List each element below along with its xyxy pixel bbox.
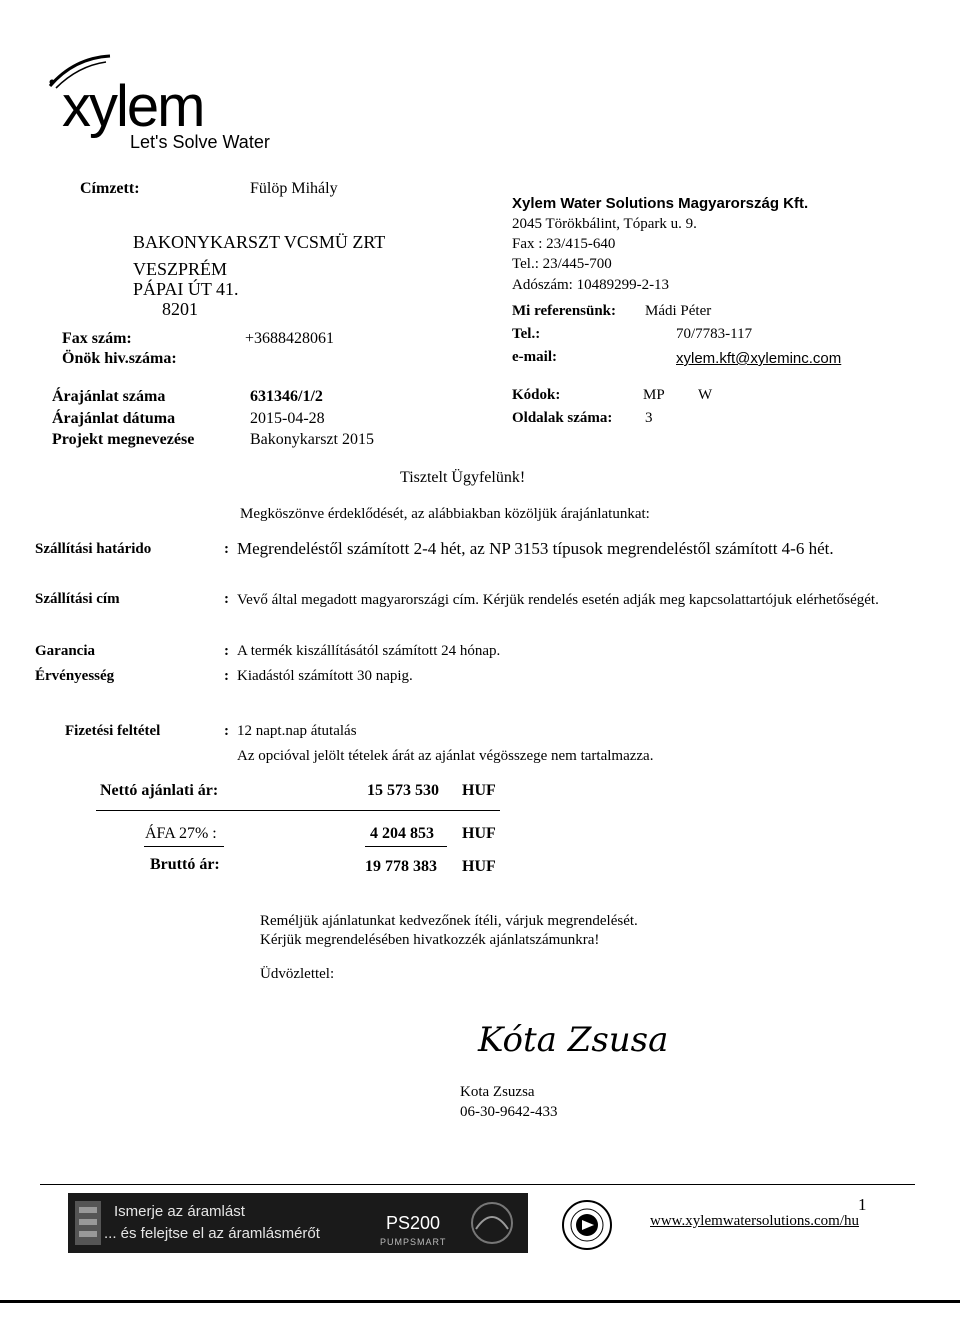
bottom-border xyxy=(0,1300,960,1303)
footer-banner xyxy=(68,1193,528,1253)
recipient-company: BAKONYKARSZT VCSMÜ ZRT xyxy=(133,232,386,252)
closing-line-1: Reméljük ajánlatunkat kedvezőnek ítéli, várjuk megrendelését. xyxy=(260,913,638,929)
sender-address: 2045 Törökbálint, Tópark u. 9. xyxy=(512,216,697,232)
pump-icon xyxy=(72,1197,106,1249)
project-label: Projekt megnevezése xyxy=(52,431,195,448)
payment-note: Az opcióval jelölt tételek árát az ajánlat végösszege nem tartalmazza. xyxy=(237,748,654,764)
term-label: Szállítási cím xyxy=(35,591,120,607)
banner-line-2: ... és felejtse el az áramlásmérőt xyxy=(104,1225,320,1242)
net-price-value: 15 573 530 xyxy=(367,782,439,799)
quote-date: 2015-04-28 xyxy=(250,410,325,427)
term-value: Kiadástól számított 30 napig. xyxy=(237,668,413,684)
term-label: Garancia xyxy=(35,643,95,659)
logo-wordmark: xylem xyxy=(62,74,204,139)
intro-text: Megköszönve érdeklődését, az alábbiakban közöljük árajánlatunkat: xyxy=(240,506,650,522)
code-1: MP xyxy=(643,387,665,403)
closing-line-2: Kérjük megrendelésében hivatkozzék ajánlatszámunkra! xyxy=(260,932,600,948)
totals-divider xyxy=(96,810,500,811)
project-name: Bakonykarszt 2015 xyxy=(250,431,374,448)
recipient-zip: 8201 xyxy=(162,299,198,319)
salutation: Üdvözlettel: xyxy=(260,966,335,982)
payment-label: Fizetési feltétel xyxy=(65,723,161,739)
banner-line-1: Ismerje az áramlást xyxy=(114,1203,245,1220)
handwritten-signature: Kóta Zsusa xyxy=(478,1020,669,1060)
term-colon: : xyxy=(224,668,229,684)
term-label: Szállítási határido xyxy=(35,541,152,557)
recipient-street: PÁPAI ÚT 41. xyxy=(133,279,239,299)
sender-tel2: 70/7783-117 xyxy=(676,326,753,342)
sender-fax: Fax : 23/415-640 xyxy=(512,236,616,252)
net-price-label: Nettó ajánlati ár: xyxy=(100,782,219,799)
quote-number: 631346/1/2 xyxy=(250,388,323,405)
term-value: A termék kiszállításától számított 24 hónap. xyxy=(237,643,501,659)
sender-company: Xylem Water Solutions Magyarország Kft. xyxy=(512,195,809,212)
recipient-city: VESZPRÉM xyxy=(133,259,228,279)
logo-tagline: Let's Solve Water xyxy=(130,132,270,152)
quote-number-label: Árajánlat száma xyxy=(52,388,166,405)
vat-value-underline xyxy=(365,846,447,847)
footer-divider xyxy=(40,1184,915,1185)
term-value: Vevő által megadott magyarországi cím. Kérjük rendelés esetén adják meg kapcsolattartójuk elérhetőségét. xyxy=(237,592,879,608)
signer-name: Kota Zsuzsa xyxy=(460,1084,535,1100)
term-colon: : xyxy=(224,643,229,659)
your-ref-label: Önök hiv.száma: xyxy=(62,350,177,367)
signer-phone: 06-30-9642-433 xyxy=(460,1104,558,1120)
our-ref: Mádi Péter xyxy=(645,303,712,319)
email-link[interactable]: xylem.kft@xyleminc.com xyxy=(676,350,842,367)
sender-tel: Tel.: 23/445-700 xyxy=(512,256,612,272)
our-ref-label: Mi referensünk: xyxy=(512,303,617,319)
recipient-person: Fülöp Mihály xyxy=(250,180,338,197)
term-value: Megrendeléstől számított 2-4 hét, az NP 3153 típusok megrendeléstől számított 4-6 hét. xyxy=(237,539,834,558)
code-2: W xyxy=(698,387,713,403)
sender-tel2-label: Tel.: xyxy=(512,326,541,342)
pages-label: Oldalak száma: xyxy=(512,410,613,426)
gross-price-label: Bruttó ár: xyxy=(150,856,220,873)
page-number: 1 xyxy=(858,1195,867,1214)
banner-pumpsmart: PUMPSMART xyxy=(380,1237,447,1247)
term-label: Érvényesség xyxy=(35,668,115,684)
certification-seal-icon xyxy=(560,1198,614,1252)
fax-label: Fax szám: xyxy=(62,330,132,347)
codes-label: Kódok: xyxy=(512,387,561,403)
recipient-label: Címzett: xyxy=(80,180,140,197)
vat-value: 4 204 853 xyxy=(370,825,434,842)
sender-tax: Adószám: 10489299-2-13 xyxy=(512,277,670,293)
email-label: e-mail: xyxy=(512,349,557,365)
pages-count: 3 xyxy=(645,410,653,426)
payment-value: 12 napt.nap átutalás xyxy=(237,723,357,739)
term-colon: : xyxy=(224,591,229,607)
website-link[interactable]: www.xylemwatersolutions.com/hu xyxy=(650,1213,859,1229)
quote-date-label: Árajánlat dátuma xyxy=(52,410,176,427)
vat-currency: HUF xyxy=(462,825,496,842)
payment-colon: : xyxy=(224,723,229,739)
net-price-currency: HUF xyxy=(462,782,496,799)
term-colon: : xyxy=(224,541,229,557)
vat-underline xyxy=(144,846,224,847)
banner-product: PS200 xyxy=(386,1213,441,1233)
recipient-fax: +3688428061 xyxy=(245,330,335,347)
drop-icon xyxy=(466,1199,518,1247)
gross-price-value: 19 778 383 xyxy=(365,858,437,875)
vat-label: ÁFA 27% : xyxy=(145,825,217,842)
gross-price-currency: HUF xyxy=(462,858,496,875)
greeting: Tisztelt Ügyfelünk! xyxy=(400,469,526,486)
